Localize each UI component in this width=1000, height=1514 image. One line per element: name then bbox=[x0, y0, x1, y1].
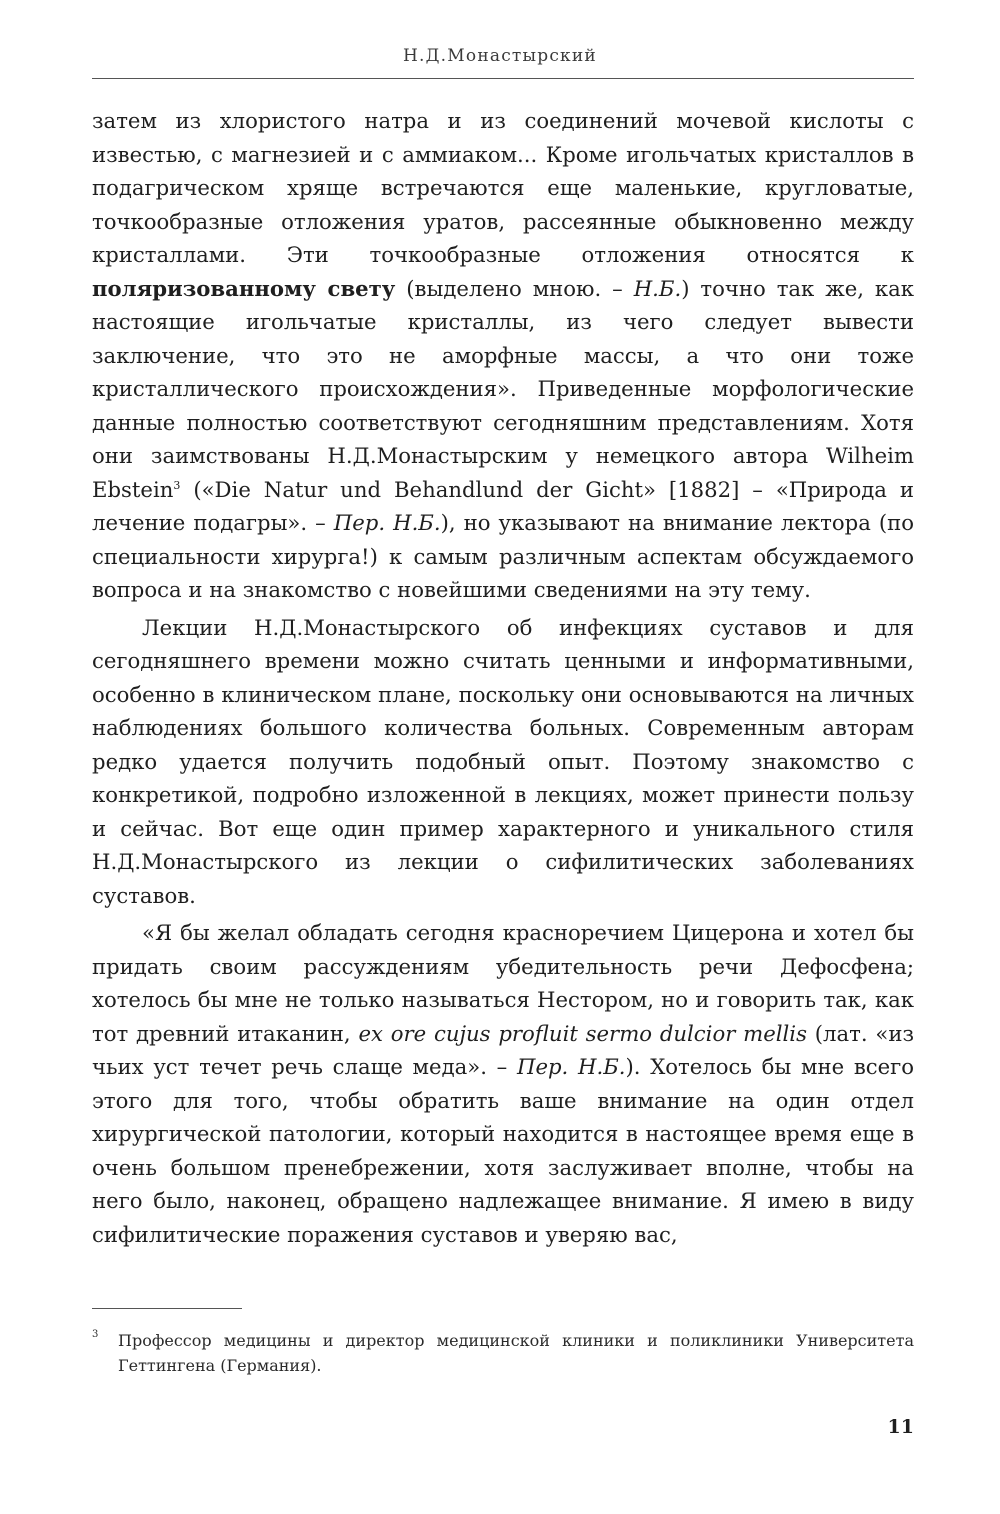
italic-latin-quote: ex ore cujus profluit sermo dulcior mellis bbox=[358, 1020, 807, 1046]
page-number: 11 bbox=[887, 1416, 914, 1438]
text-run: затем из хлористого натра и из соединений мочевой кислоты с известью, с магнезией и с аммиаком... Кроме игольчатых кристаллов в подагрическом хряще встречаются еще маленькие, кругловатые, точкообразные отложения уратов, рассеянные обыкновенно между кристаллами. Эти точкообразные отложения относятся к bbox=[92, 108, 914, 267]
footnote-text: Профессор медицины и директор медицинской клиники и поликлиники Университета Геттингена (Германия). bbox=[118, 1331, 914, 1375]
body-text bbox=[92, 104, 914, 1251]
paragraph-3 bbox=[92, 916, 914, 1251]
footnote bbox=[92, 1328, 914, 1378]
footnote-rule bbox=[92, 1308, 242, 1309]
text-run: (выделено мною. – bbox=[395, 275, 634, 301]
text-run: (лат. «из чьих уст течет речь слаще меда». – bbox=[92, 1020, 915, 1079]
italic-translator-note: Пер. Н.Б. bbox=[333, 510, 441, 535]
italic-initials: Н.Б. bbox=[633, 275, 682, 301]
footnote-reference[interactable]: 3 bbox=[173, 478, 181, 492]
bold-phrase: поляризованному свету bbox=[92, 275, 396, 301]
text-run: ). Хотелось бы мне всего этого для того, чтобы обратить ваше внимание на один отдел хирургической патологии, который находится в настоящее время еще в очень большом пренебрежении, хотя заслуживает вполне, чтобы на него было, наконец, обращено надлежащее внимание. Я имею в виду сифилитические поражения суставов и уверяю вас, bbox=[92, 1054, 915, 1247]
text-run: ) точно так же, как настоящие игольчатые кристаллы, из чего следует вывести заключение, что это не аморфные массы, а что они тоже кристаллического происхождения». Приведенные морфологические данные полностью соответствуют сегодняшним представлениям. Хотя они заимствованы Н.Д.Монастырским у немецкого автора Wilheim Ebstein bbox=[92, 275, 915, 502]
text-run: ), но указывают на внимание лектора (по специальности хирурга!) к самым различным аспектам обсуждаемого вопроса и на знакомство с новейшими сведениями на эту тему. bbox=[92, 510, 914, 602]
paragraph-2: Лекции Н.Д.Монастырского об инфекциях суставов и для сегодняшнего времени можно считать ценными и информативными, особенно в клиническом плане, поскольку они основываются на личных наблюдениях большого количества больных. Современным авторам редко удается получить подобный опыт. Поэтому знакомство с конкретикой, подробно изложенной в лекциях, может принести пользу и сейчас. Вот еще один пример характерного и уникального стиля Н.Д.Монастырского из лекции о сифилитических заболеваниях суставов. bbox=[92, 614, 914, 908]
header-rule bbox=[92, 78, 914, 79]
text-run: «Я бы желал обладать сегодня красноречием Цицерона и хотел бы придать своим рассуждениям убедительность речи Дефосфена; хотелось бы мне не только называться Нестором, но и говорить так, как тот древний итаканин, bbox=[92, 920, 914, 1046]
running-title: Н.Д.Монастырский bbox=[403, 46, 597, 66]
paragraph-1 bbox=[92, 104, 914, 607]
footnote-mark: 3 bbox=[92, 1329, 99, 1340]
text-run: («Die Natur und Behandlund der Gicht» [1882] – «Природа и лечение подагры». – bbox=[92, 476, 914, 535]
italic-translator-note: Пер. Н.Б. bbox=[516, 1054, 626, 1079]
